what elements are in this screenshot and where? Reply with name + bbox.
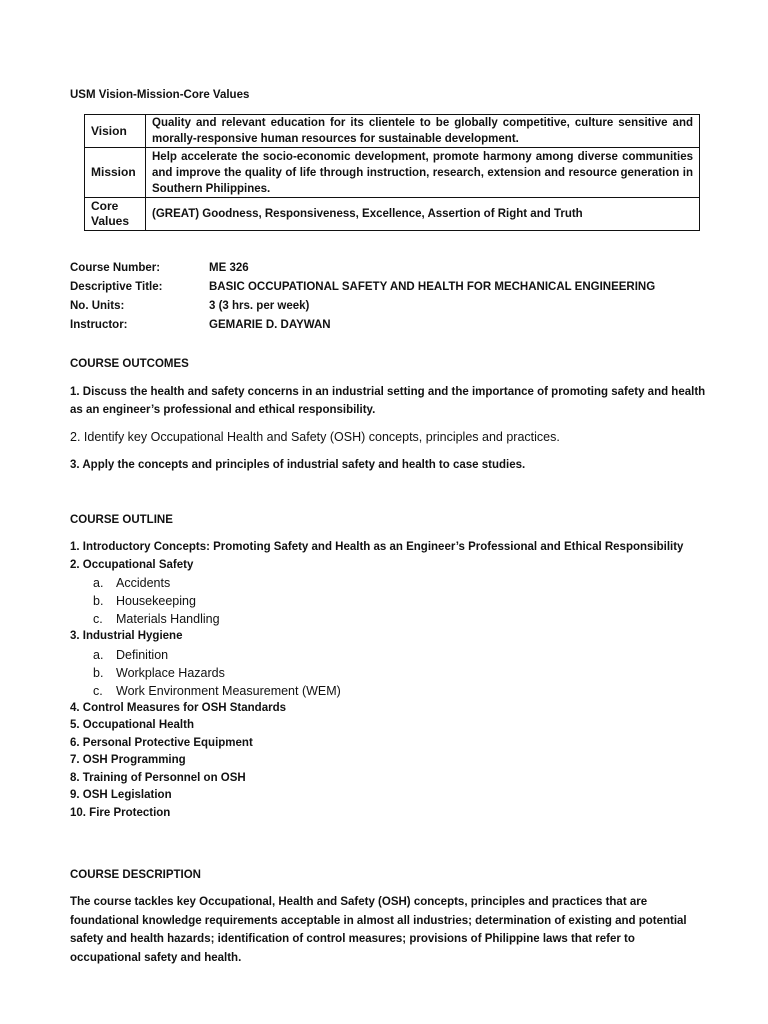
- instructor-key: Instructor:: [70, 319, 128, 331]
- vision-label: Vision: [85, 115, 146, 148]
- outline-item-3: 3. Industrial Hygiene: [70, 630, 183, 642]
- descriptive-title-key: Descriptive Title:: [70, 281, 163, 293]
- units-row: [70, 297, 655, 316]
- outline-item-2: 2. Occupational Safety: [70, 558, 194, 571]
- units-value: 3 (3 hrs. per week): [209, 300, 310, 312]
- vision-text: Quality and relevant education for its clientele to be globally competitive, culture sensitive and morally-responsive human resources for sustainable development.: [146, 115, 700, 148]
- mission-text: Help accelerate the socio-economic development, promote harmony among diverse communities and improve the quality of life through instruction, research, extension and resource generation in Southern Philippines.: [146, 148, 700, 198]
- outcome-1: 1. Discuss the health and safety concerns in an industrial setting and the importance of promoting safety and health as an engineer’s professional and ethical responsibility.: [70, 386, 706, 416]
- outline-item-5: 5. Occupational Health: [70, 719, 194, 731]
- instructor-value: GEMARIE D. DAYWAN: [209, 319, 331, 331]
- outcomes-heading: COURSE OUTCOMES: [70, 358, 189, 370]
- outline-item-4: 4. Control Measures for OSH Standards: [70, 701, 286, 714]
- outline-subitem: b. Housekeeping: [93, 594, 196, 608]
- outline-subitem: c. Work Environment Measurement (WEM): [93, 683, 341, 698]
- descriptive-title-value: BASIC OCCUPATIONAL SAFETY AND HEALTH FOR MECHANICAL ENGINEERING: [209, 281, 656, 293]
- outline-subitem: a. Accidents: [93, 576, 171, 590]
- vision-row: [85, 115, 700, 148]
- section-title: USM Vision-Mission-Core Values: [70, 89, 250, 101]
- course-number-row: [70, 259, 655, 278]
- course-number-key: Course Number:: [70, 262, 161, 274]
- vision-mission-table: [84, 114, 700, 231]
- outline-item-8: 8. Training of Personnel on OSH: [70, 771, 246, 784]
- outcome-2: 2. Identify key Occupational Health and Safety (OSH) concepts, principles and practices.: [70, 430, 560, 444]
- outcome-3: 3. Apply the concepts and principles of industrial safety and health to case studies.: [70, 459, 526, 471]
- course-number-value: ME 326: [209, 262, 249, 274]
- core-values-label: Core Values: [85, 198, 146, 231]
- outline-subitem: b. Workplace Hazards: [93, 665, 225, 680]
- outline-item-6: 6. Personal Protective Equipment: [70, 736, 253, 749]
- outline-subitem: a. Definition: [93, 647, 169, 662]
- course-outline: [70, 539, 710, 822]
- core-values-text: (GREAT) Goodness, Responsiveness, Excellence, Assertion of Right and Truth: [146, 198, 700, 231]
- outline-item-1: 1. Introductory Concepts: Promoting Safety and Health as an Engineer’s Professional and Ethical Responsibility: [70, 541, 684, 553]
- outline-item-9: 9. OSH Legislation: [70, 789, 172, 801]
- descriptive-title-row: [70, 278, 655, 297]
- outline-item-7: 7. OSH Programming: [70, 754, 186, 766]
- outline-item-10: 10. Fire Protection: [70, 806, 171, 819]
- core-values-row: [85, 198, 700, 231]
- instructor-row: [70, 316, 655, 335]
- course-info: [70, 259, 655, 335]
- outline-subitem: c. Materials Handling: [93, 612, 220, 626]
- mission-row: [85, 148, 700, 198]
- description-heading: COURSE DESCRIPTION: [70, 869, 201, 881]
- mission-label: Mission: [85, 148, 146, 198]
- units-key: No. Units:: [70, 300, 125, 312]
- description-text: The course tackles key Occupational, Health and Safety (OSH) concepts, principles and practices that are foundational knowledge requirements acceptable in almost all industries; determination of existing and potential safety and health hazards; identification of control measures; provisions of Philippine laws that refer to occupational safety and health.: [70, 896, 687, 964]
- outline-heading: COURSE OUTLINE: [70, 514, 173, 526]
